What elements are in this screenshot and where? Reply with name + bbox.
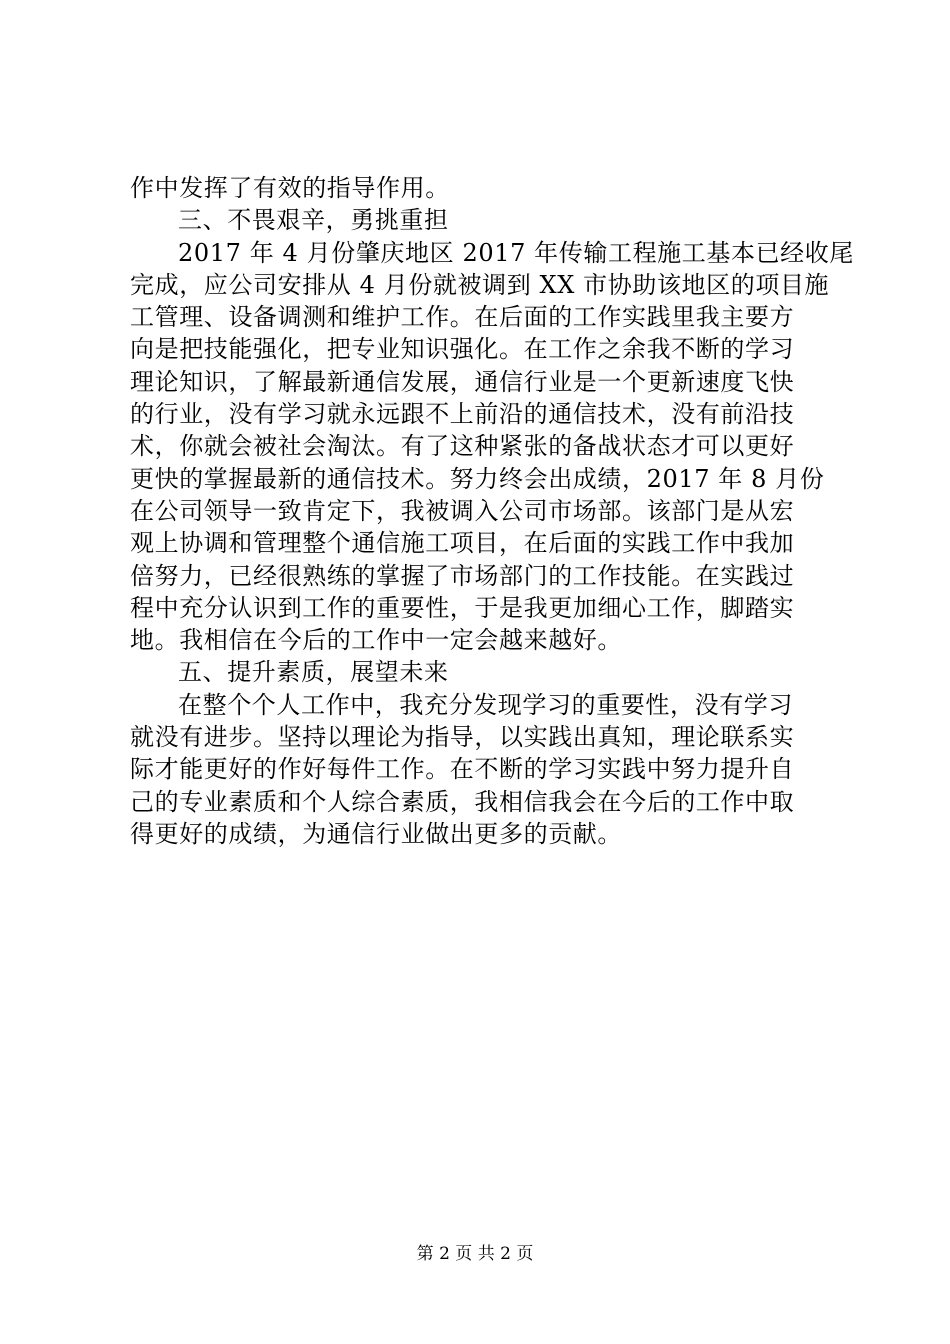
text-line: 程中充分认识到工作的重要性，于是我更加细心工作，脚踏实 [130, 593, 795, 622]
text-line: 在整个个人工作中，我充分发现学习的重要性，没有学习 [178, 690, 793, 719]
text-line: 作中发挥了有效的指导作用。 [130, 174, 450, 202]
text-line: 得更好的成绩，为通信行业做出更多的贡献。 [130, 819, 622, 848]
text-line: 向是把技能强化，把专业知识强化。在工作之余我不断的学习 [130, 335, 795, 364]
page-footer: 第 2 页 共 2 页 [416, 1244, 534, 1264]
text-line: 三、不畏艰辛，勇挑重担 [178, 206, 449, 235]
text-line: 五、提升素质，展望未来 [178, 658, 449, 687]
text-line: 际才能更好的作好每件工作。在不断的学习实践中努力提升自 [130, 755, 795, 784]
text-line: 观上协调和管理整个通信施工项目，在后面的实践工作中我加 [130, 529, 795, 558]
text-line: 就没有进步。坚持以理论为指导，以实践出真知，理论联系实 [130, 723, 795, 752]
text-line: 倍努力，已经很熟练的掌握了市场部门的工作技能。在实践过 [130, 561, 795, 590]
text-line: 更快的掌握最新的通信技术。努力终会出成绩，2017 年 8 月份 [130, 464, 825, 493]
text-line: 工管理、设备调测和维护工作。在后面的工作实践里我主要方 [130, 303, 795, 332]
text-line: 理论知识，了解最新通信发展，通信行业是一个更新速度飞快 [130, 367, 795, 396]
document-body [130, 172, 854, 850]
text-line: 2017 年 4 月份肇庆地区 2017 年传输工程施工基本已经收尾 [178, 238, 854, 267]
text-line: 在公司领导一致肯定下，我被调入公司市场部。该部门是从宏 [130, 496, 795, 525]
text-line: 完成，应公司安排从 4 月份就被调到 XX 市协助该地区的项目施 [130, 270, 830, 299]
text-line: 地。我相信在今后的工作中一定会越来越好。 [130, 626, 622, 655]
text-line: 的行业，没有学习就永远跟不上前沿的通信技术，没有前沿技 [130, 400, 795, 429]
text-line: 己的专业素质和个人综合素质，我相信我会在今后的工作中取 [130, 787, 795, 816]
text-line: 术，你就会被社会淘汰。有了这种紧张的备战状态才可以更好 [130, 432, 795, 461]
